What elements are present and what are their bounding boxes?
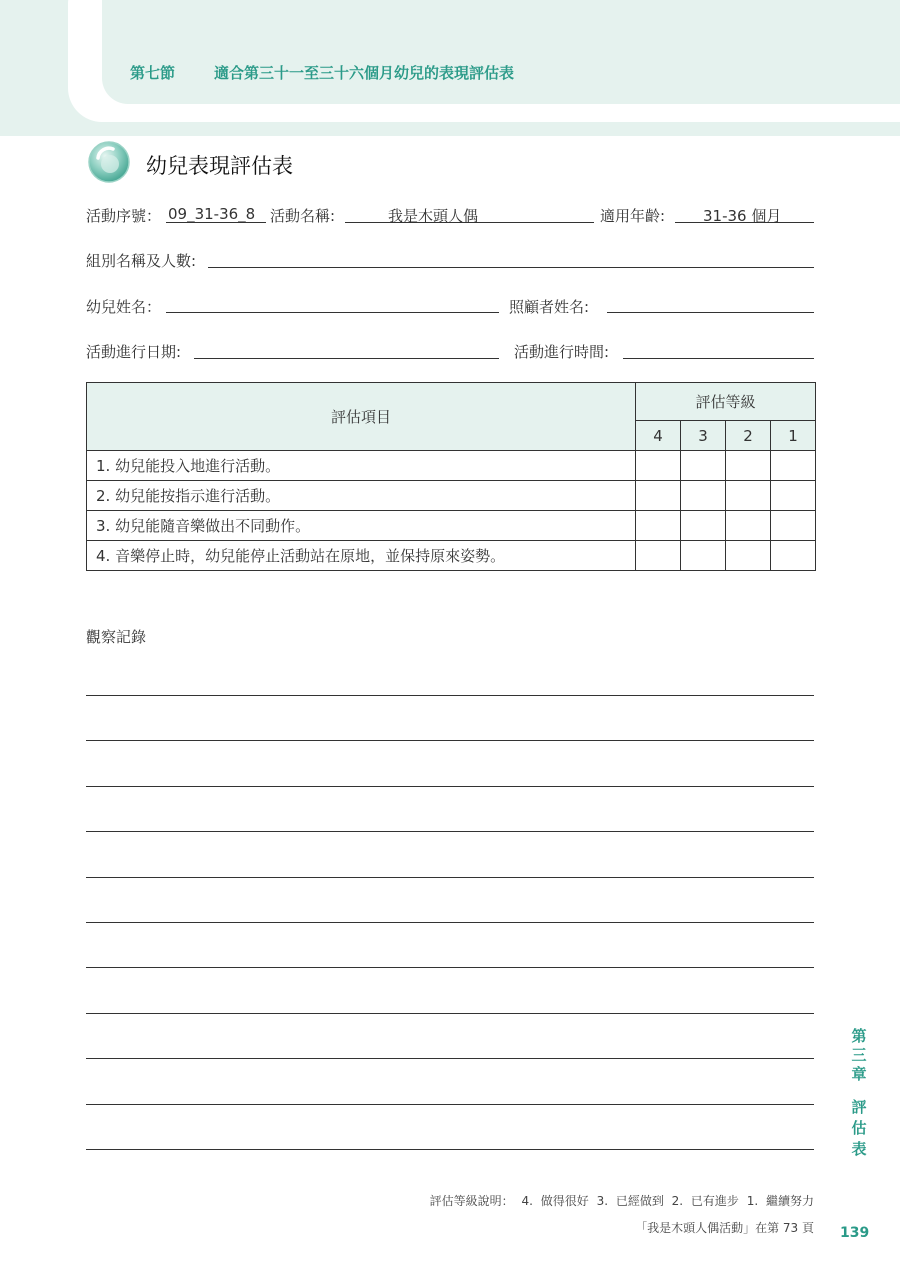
item-text: 4. 音樂停止時，幼兒能停止活動站在原地，並保持原來姿勢。 — [87, 541, 636, 571]
score-cell[interactable] — [771, 511, 816, 541]
observation-line[interactable] — [86, 740, 814, 741]
age-label: 適用年齡: — [600, 207, 666, 225]
level-1-header: 1 — [771, 421, 816, 451]
date-field[interactable] — [194, 358, 499, 359]
score-cell[interactable] — [771, 481, 816, 511]
score-cell[interactable] — [726, 481, 771, 511]
score-cell[interactable] — [681, 541, 726, 571]
level-2-header: 2 — [726, 421, 771, 451]
observation-line[interactable] — [86, 831, 814, 832]
date-label: 活動進行日期: — [86, 343, 182, 361]
score-cell[interactable] — [726, 541, 771, 571]
observation-label: 觀察記錄 — [86, 628, 147, 646]
score-cell[interactable] — [771, 451, 816, 481]
header-tab — [102, 0, 900, 104]
observation-line[interactable] — [86, 1149, 814, 1150]
item-text: 1. 幼兒能投入地進行活動。 — [87, 451, 636, 481]
score-cell[interactable] — [636, 541, 681, 571]
level-header: 評估等級 — [636, 383, 816, 421]
age-value: 31-36 個月 — [703, 207, 782, 225]
activity-no-value: 09_31-36_8 — [168, 205, 256, 223]
observation-line[interactable] — [86, 695, 814, 696]
score-cell[interactable] — [726, 451, 771, 481]
item-header: 評估項目 — [87, 383, 636, 451]
score-cell[interactable] — [681, 481, 726, 511]
time-label: 活動進行時間: — [514, 343, 610, 361]
score-cell[interactable] — [636, 481, 681, 511]
activity-reference: 「我是木頭人偶活動」在第 73 頁 — [635, 1221, 814, 1235]
observation-line[interactable] — [86, 1058, 814, 1059]
table-row — [87, 481, 816, 511]
observation-line[interactable] — [86, 967, 814, 968]
table-row — [87, 451, 816, 481]
table-row — [87, 511, 816, 541]
level-4-header: 4 — [636, 421, 681, 451]
observation-line[interactable] — [86, 1013, 814, 1014]
rating-legend: 評估等級說明： 4. 做得很好 3. 已經做到 2. 已有進步 1. 繼續努力 — [429, 1194, 814, 1208]
table-row — [87, 541, 816, 571]
score-cell[interactable] — [636, 451, 681, 481]
carer-name-label: 照顧者姓名: — [509, 298, 590, 316]
side-chapter-label: 第三章 — [851, 1027, 867, 1083]
side-subtitle-label: 評估表 — [851, 1098, 867, 1158]
form-title: 幼兒表現評估表 — [146, 154, 293, 178]
carer-name-field[interactable] — [607, 312, 814, 313]
group-label: 組別名稱及人數: — [86, 252, 197, 270]
level-3-header: 3 — [681, 421, 726, 451]
score-cell[interactable] — [771, 541, 816, 571]
observation-line[interactable] — [86, 922, 814, 923]
section-label: 第七節 — [130, 64, 176, 82]
child-name-label: 幼兒姓名： — [86, 298, 162, 316]
child-name-field[interactable] — [166, 312, 499, 313]
group-field[interactable] — [208, 267, 814, 268]
section-title: 適合第三十一至三十六個月幼兒的表現評估表 — [214, 64, 515, 82]
activity-name-label: 活動名稱: — [270, 207, 336, 225]
activity-name-value: 我是木頭人偶 — [388, 207, 479, 225]
bubble-icon — [87, 140, 131, 184]
item-text: 3. 幼兒能隨音樂做出不同動作。 — [87, 511, 636, 541]
item-text: 2. 幼兒能按指示進行活動。 — [87, 481, 636, 511]
score-cell[interactable] — [636, 511, 681, 541]
assessment-table — [86, 382, 816, 571]
score-cell[interactable] — [681, 451, 726, 481]
observation-line[interactable] — [86, 786, 814, 787]
observation-line[interactable] — [86, 877, 814, 878]
time-field[interactable] — [623, 358, 814, 359]
score-cell[interactable] — [681, 511, 726, 541]
score-cell[interactable] — [726, 511, 771, 541]
observation-line[interactable] — [86, 1104, 814, 1105]
activity-no-label: 活動序號： — [86, 207, 162, 225]
page-number: 139 — [840, 1225, 870, 1241]
